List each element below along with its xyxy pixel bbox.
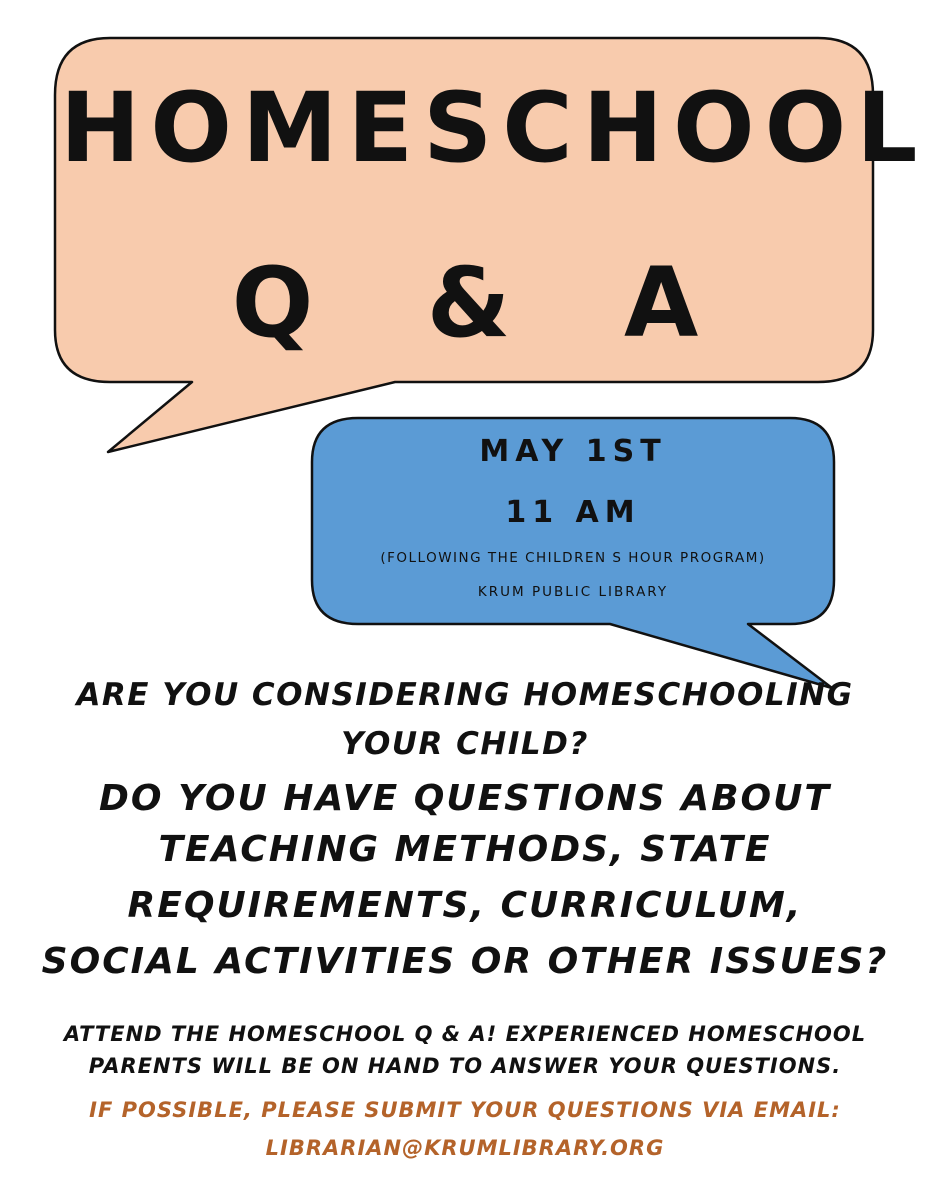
event-venue: KRUM PUBLIC LIBRARY	[477, 584, 669, 600]
footer-line-2: PARENTS WILL BE ON HAND TO ANSWER YOUR QUESTIONS.	[88, 1054, 842, 1078]
event-date: MAY 1ST	[479, 434, 667, 469]
email-request-line: IF POSSIBLE, PLEASE SUBMIT YOUR QUESTIONS VIA EMAIL:	[89, 1098, 841, 1122]
question-2-line-4: SOCIAL ACTIVITIES OR OTHER ISSUES?	[41, 941, 889, 982]
event-time: 11 AM	[505, 495, 641, 530]
question-2-line-1: DO YOU HAVE QUESTIONS ABOUT	[99, 778, 831, 819]
question-2-line-3: REQUIREMENTS, CURRICULUM,	[127, 885, 803, 926]
question-1-line-1: ARE YOU CONSIDERING HOMESCHOOLING	[76, 677, 854, 713]
event-note: (FOLLOWING THE CHILDREN S HOUR PROGRAM)	[380, 550, 766, 566]
question-1-line-2: YOUR CHILD?	[341, 726, 589, 762]
title-line-1: HOMESCHOOL	[60, 72, 927, 184]
title-line-2: Q & A	[231, 247, 739, 359]
contact-email: LIBRARIAN@KRUMLIBRARY.ORG	[265, 1136, 665, 1160]
question-2-line-2: TEACHING METHODS, STATE	[158, 829, 772, 870]
footer-line-1: ATTEND THE HOMESCHOOL Q & A! EXPERIENCED HOMESCHOOL	[63, 1022, 867, 1046]
